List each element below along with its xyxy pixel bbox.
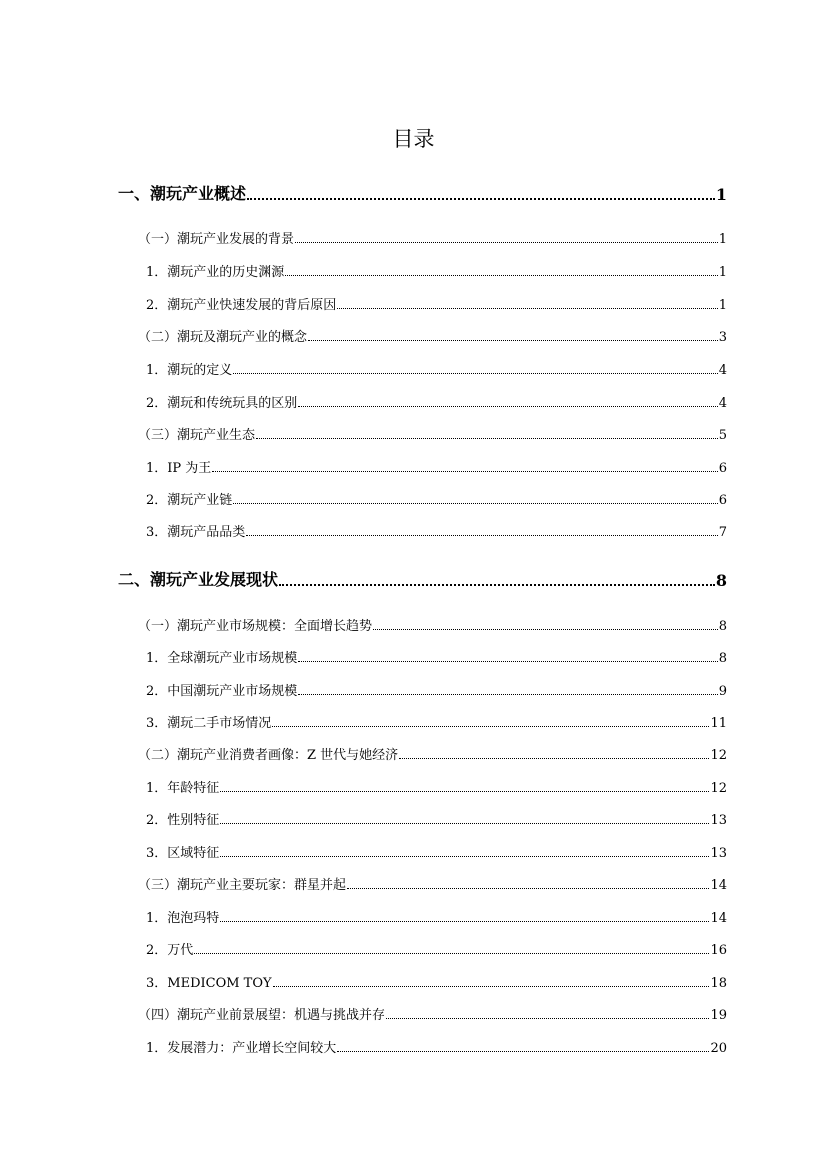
toc-entry[interactable] — [146, 940, 727, 958]
toc-page-number: 16 — [710, 943, 727, 958]
toc-page-number: 14 — [710, 878, 727, 893]
toc-entry[interactable] — [146, 843, 727, 861]
toc-entry[interactable] — [118, 568, 727, 590]
toc-entry-label: 1．发展潜力：产业增长空间较大 — [146, 1041, 337, 1056]
toc-entry[interactable] — [146, 973, 727, 991]
toc-dot-leader — [247, 197, 715, 200]
toc-entry-label: 2．性别特征 — [146, 813, 220, 828]
toc-dot-leader — [337, 307, 717, 309]
toc-page-number: 13 — [710, 813, 727, 828]
toc-entry-label: （四）潮玩产业前景展望：机遇与挑战并存 — [138, 1008, 386, 1023]
toc-page-number: 3 — [718, 330, 727, 345]
toc-page-number: 6 — [718, 493, 727, 508]
toc-entry[interactable] — [146, 681, 727, 699]
toc-entry[interactable] — [138, 616, 727, 634]
toc-entry[interactable] — [146, 1038, 727, 1056]
toc-dot-leader — [233, 502, 717, 504]
toc-entry-label: 2．万代 — [146, 943, 194, 958]
toc-dot-leader — [347, 887, 709, 889]
toc-entry[interactable] — [146, 778, 727, 796]
toc-entry-label: 2．潮玩和传统玩具的区别 — [146, 396, 298, 411]
toc-page-number: 12 — [710, 781, 727, 796]
toc-entry-label: 1．潮玩的定义 — [146, 363, 233, 378]
toc-dot-leader — [220, 822, 709, 824]
toc-dot-leader — [337, 1050, 709, 1052]
toc-page-number: 12 — [710, 748, 727, 763]
toc-entry-label: 二、潮玩产业发展现状 — [118, 570, 279, 589]
toc-entry[interactable] — [146, 908, 727, 926]
toc-entry-label: 3．潮玩产品品类 — [146, 525, 246, 540]
toc-entry-label: （三）潮玩产业生态 — [138, 428, 256, 443]
toc-entry[interactable] — [138, 229, 727, 247]
toc-entry[interactable] — [146, 360, 727, 378]
toc-dot-leader — [298, 693, 717, 695]
toc-entry-label: 1．潮玩产业的历史渊源 — [146, 265, 285, 280]
toc-dot-leader — [308, 339, 718, 341]
toc-entry[interactable] — [146, 810, 727, 828]
toc-dot-leader — [220, 855, 709, 857]
toc-dot-leader — [295, 241, 718, 243]
toc-entry[interactable] — [146, 262, 727, 280]
toc-page-number: 1 — [718, 232, 727, 247]
toc-page-number: 5 — [718, 428, 727, 443]
toc-entry-label: 2．潮玩产业快速发展的背后原因 — [146, 298, 337, 313]
toc-dot-leader — [220, 920, 709, 922]
toc-entry[interactable] — [138, 1005, 727, 1023]
toc-page-number: 19 — [710, 1008, 727, 1023]
toc-page-number: 4 — [718, 363, 727, 378]
toc-dot-leader — [373, 628, 718, 630]
toc-dot-leader — [273, 985, 710, 987]
toc-dot-leader — [212, 470, 717, 472]
toc-entry[interactable] — [146, 713, 727, 731]
toc-dot-leader — [298, 660, 717, 662]
toc-page-number: 4 — [718, 396, 727, 411]
toc-entry-label: 3．区域特征 — [146, 846, 220, 861]
toc-page-number: 14 — [710, 911, 727, 926]
toc-entry-label: 1．全球潮玩产业市场规模 — [146, 651, 298, 666]
toc-page-number: 1 — [718, 298, 727, 313]
toc-page-number: 20 — [710, 1041, 727, 1056]
toc-dot-leader — [399, 757, 709, 759]
toc-entry-label: （二）潮玩及潮玩产业的概念 — [138, 330, 308, 345]
toc-entry[interactable] — [146, 295, 727, 313]
toc-page-number: 1 — [715, 185, 727, 204]
toc-entry-label: 1．泡泡玛特 — [146, 911, 220, 926]
toc-entry[interactable] — [138, 875, 727, 893]
toc-page-number: 8 — [715, 571, 727, 590]
toc-page-number: 7 — [718, 525, 727, 540]
toc-entry-label: 1．年龄特征 — [146, 781, 220, 796]
toc-entry-label: （一）潮玩产业发展的背景 — [138, 232, 295, 247]
toc-dot-leader — [285, 274, 717, 276]
toc-entry[interactable] — [138, 327, 727, 345]
toc-entry-label: 一、潮玩产业概述 — [118, 184, 247, 203]
toc-entry-label: 1．IP 为王 — [146, 461, 212, 476]
toc-entry[interactable] — [146, 458, 727, 476]
toc-entry[interactable] — [146, 490, 727, 508]
toc-title: 目录 — [392, 127, 435, 151]
toc-entry[interactable] — [146, 522, 727, 540]
toc-page-number: 1 — [718, 265, 727, 280]
toc-dot-leader — [272, 725, 709, 727]
toc-entry-label: 3．潮玩二手市场情况 — [146, 716, 272, 731]
toc-entry-label: 3．MEDICOM TOY — [146, 976, 272, 991]
toc-entry[interactable] — [146, 393, 727, 411]
toc-entry[interactable] — [138, 425, 727, 443]
toc-dot-leader — [386, 1017, 709, 1019]
toc-page-number: 11 — [710, 716, 727, 731]
toc-entry-label: （二）潮玩产业消费者画像：Z 世代与她经济 — [138, 748, 399, 763]
toc-entry-label: （三）潮玩产业主要玩家：群星并起 — [138, 878, 347, 893]
toc-dot-leader — [246, 534, 717, 536]
toc-dot-leader — [233, 372, 717, 374]
toc-entry[interactable] — [146, 648, 727, 666]
toc-page-number: 6 — [718, 461, 727, 476]
toc-entry[interactable] — [138, 745, 727, 763]
toc-page-number: 18 — [710, 976, 727, 991]
toc-entry-label: 2．中国潮玩产业市场规模 — [146, 684, 298, 699]
toc-entry-label: 2．潮玩产业链 — [146, 493, 233, 508]
toc-dot-leader — [194, 952, 709, 954]
toc-page-number: 8 — [718, 651, 727, 666]
toc-dot-leader — [220, 790, 709, 792]
toc-dot-leader — [298, 405, 717, 407]
toc-page-number: 13 — [710, 846, 727, 861]
toc-page-number: 8 — [718, 619, 727, 634]
toc-dot-leader — [256, 437, 718, 439]
toc-page-number: 9 — [718, 684, 727, 699]
toc-dot-leader — [279, 583, 715, 586]
toc-entry-label: （一）潮玩产业市场规模：全面增长趋势 — [138, 619, 373, 634]
toc-entry[interactable] — [118, 182, 727, 204]
